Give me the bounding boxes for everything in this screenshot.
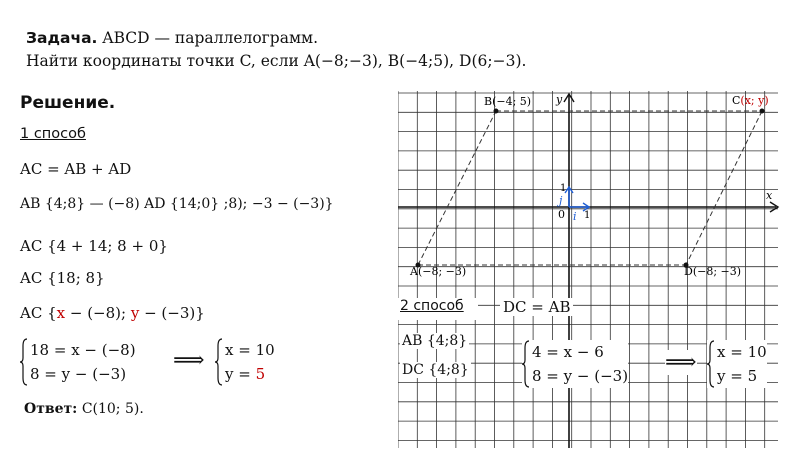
- label-c: [732, 94, 769, 107]
- label-x-axis: x: [766, 189, 773, 202]
- label-one-y: 1: [560, 183, 567, 194]
- equation-ab-text: AB {4;8} — (−8): [20, 196, 140, 212]
- task-line-2: Найти координаты точки C, если A(−8;−3), B(−4;5), D(6;−3).: [26, 52, 527, 70]
- answer: [24, 401, 144, 417]
- system-1-line-1: 18 = x − (−8): [30, 341, 136, 359]
- label-c-name: C: [732, 94, 741, 107]
- label-origin: 0: [558, 208, 565, 221]
- method-2-sys2-line-2: y = 5: [717, 367, 758, 385]
- label-j: j: [559, 194, 563, 207]
- task-line-1: [26, 29, 318, 47]
- point-b: [494, 109, 499, 114]
- method-2-vector-ab: AB {4;8}: [402, 333, 468, 349]
- coordinate-grid: [398, 91, 780, 448]
- method-2-sys1-line-1: 4 = x − 6: [532, 343, 604, 361]
- system-1-line-2: 8 = y − (−3): [30, 365, 127, 383]
- label-a: A(−8; −3): [410, 265, 467, 278]
- label-c-args: (x; y): [740, 94, 769, 107]
- equation-ad-text: AD {14;0} ;8); −3 − (−3)}: [144, 196, 334, 212]
- system-2-line-1: x = 10: [225, 341, 275, 359]
- label-y-axis: y: [556, 93, 563, 106]
- brace-icon: [707, 340, 715, 388]
- system-2: [215, 338, 275, 386]
- system-1: [20, 338, 136, 386]
- method-2-system-2: [707, 340, 767, 388]
- equation-ac-coords: [20, 304, 205, 322]
- label-d: D(−8; −3): [684, 265, 742, 278]
- side-ab: [418, 111, 496, 265]
- label-one-x: 1: [584, 210, 591, 221]
- sys2-y-value: 5: [255, 365, 266, 383]
- label-i: i: [573, 210, 577, 223]
- method-2-vector-dc: DC {4;8}: [402, 362, 469, 378]
- eq5-post: − (−3)}: [139, 304, 205, 322]
- point-c: [760, 109, 765, 114]
- method-2-system-1: [522, 340, 628, 388]
- method-2-sys1-line-2: 8 = y − (−3): [532, 367, 629, 385]
- method-2-sys2-line-1: x = 10: [717, 343, 767, 361]
- task-label: Задача.: [26, 29, 98, 47]
- label-b: B(−4; 5): [484, 95, 532, 108]
- method-2-implies-arrow-icon: ⟹: [665, 350, 697, 375]
- equation-vector-sum: AC = AB + AD: [20, 160, 132, 178]
- answer-label: Ответ:: [24, 401, 78, 417]
- eq5-x: x: [56, 304, 66, 322]
- equation-ac-sum: AC {4 + 14; 8 + 0}: [20, 237, 168, 255]
- task-text-1: ABCD — параллелограмм.: [102, 29, 319, 47]
- brace-icon: [522, 340, 530, 388]
- solution-title: Решение.: [20, 93, 116, 113]
- equation-ab: [20, 196, 334, 212]
- implies-arrow-icon: ⟹: [173, 348, 205, 373]
- brace-icon: [215, 338, 223, 386]
- method-1-label: 1 способ: [20, 126, 86, 142]
- method-2-eq: DC = AB: [500, 298, 573, 316]
- eq5-y: y: [130, 304, 140, 322]
- answer-value: C(10; 5).: [81, 401, 144, 417]
- system-2-line-2: [225, 362, 275, 386]
- brace-icon: [20, 338, 28, 386]
- sys2-y-pre: y =: [225, 365, 256, 383]
- eq5-pre: AC {: [20, 304, 57, 322]
- method-2-label: 2 способ: [400, 298, 464, 314]
- equation-ac-result: AC {18; 8}: [20, 269, 105, 287]
- eq5-mid: − (−8);: [65, 304, 131, 322]
- side-cd: [686, 111, 762, 265]
